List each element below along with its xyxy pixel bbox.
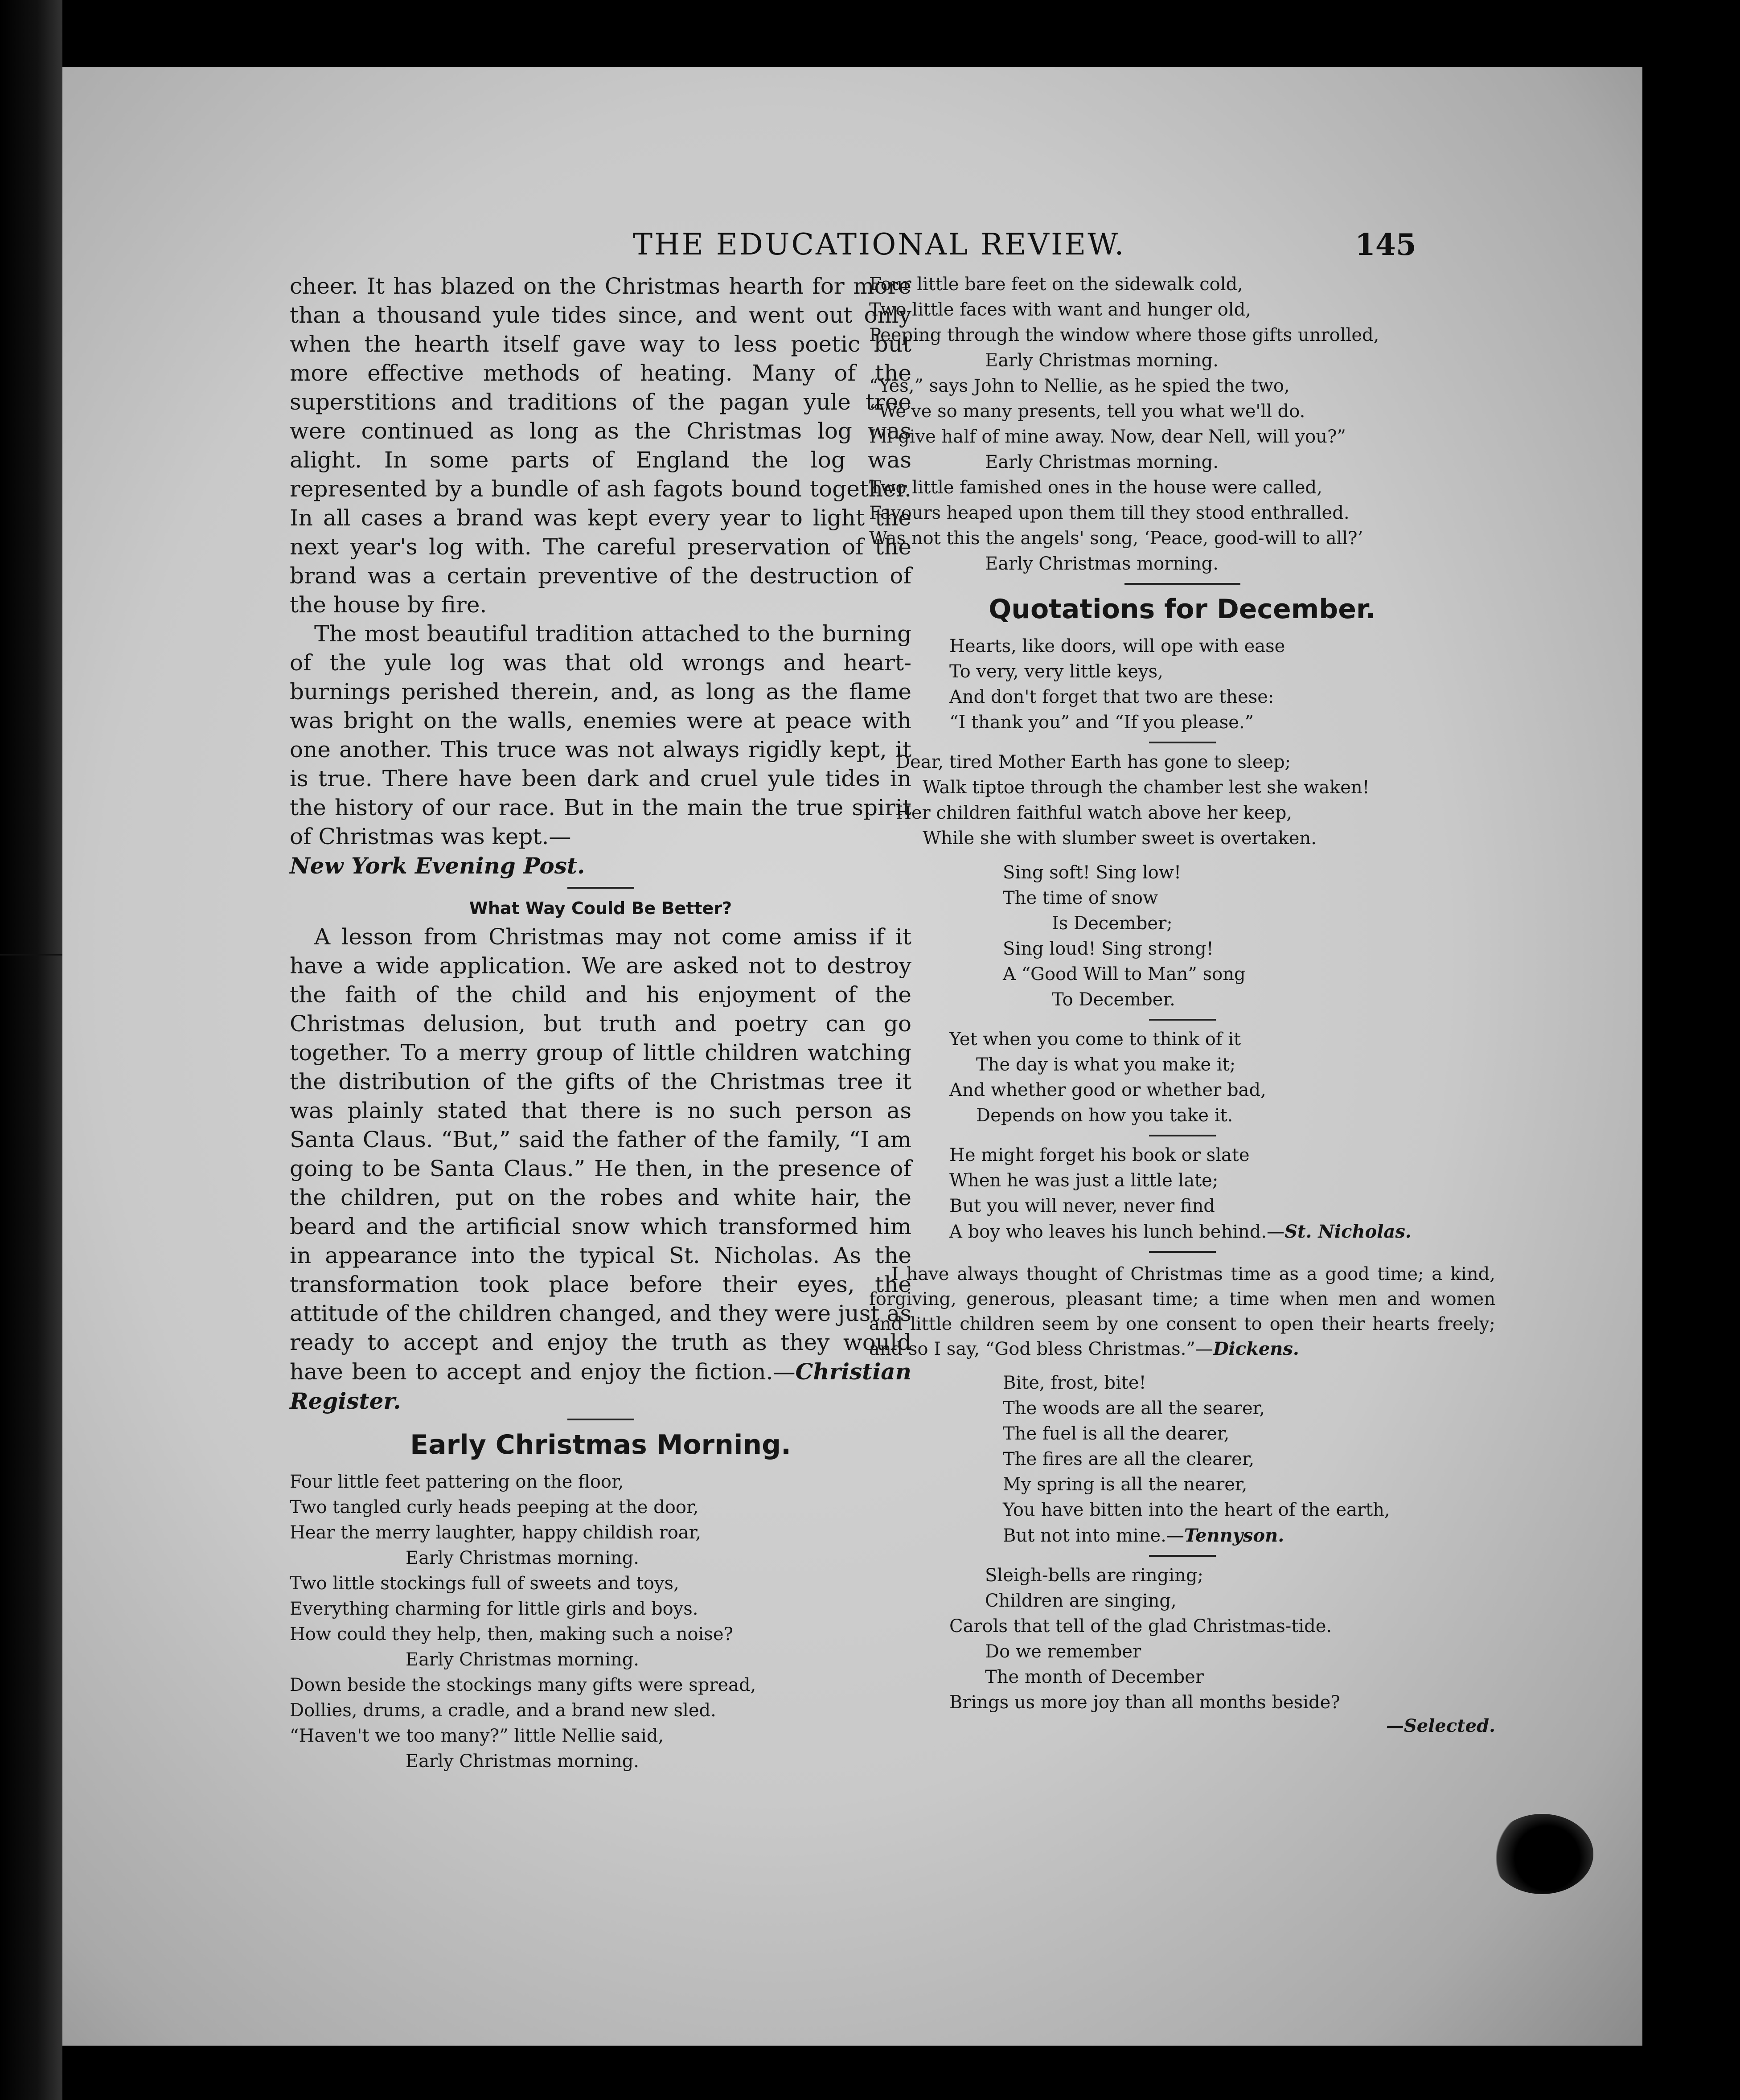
poem-line: “Yes,” says John to Nellie, as he spied the two, bbox=[869, 376, 1290, 396]
divider bbox=[1149, 1555, 1216, 1557]
quote-line: The time of snow bbox=[1003, 888, 1158, 908]
quote-line: Her children faithful watch above her keep, bbox=[896, 803, 1293, 823]
divider bbox=[1149, 1251, 1216, 1253]
divider bbox=[1124, 583, 1240, 585]
quote-line-text: A boy who leaves his lunch behind.— bbox=[949, 1222, 1285, 1242]
yule-article bbox=[290, 272, 911, 881]
dickens-quotation bbox=[869, 1262, 1495, 1362]
divider bbox=[1149, 1135, 1216, 1136]
divider bbox=[567, 887, 634, 889]
poem-refrain: Early Christmas morning. bbox=[406, 1751, 639, 1772]
poem-early-christmas-part-2 bbox=[869, 272, 1495, 577]
poem-refrain: Early Christmas morning. bbox=[406, 1649, 639, 1670]
dickens-text: I have always thought of Christmas time as a good time; a kind, forgiving, generous, pleasant time; a time when men and women and little children seem by one consent to open their hearts freely; and so I say, “God bless Christmas.”— bbox=[869, 1264, 1495, 1359]
quote-line: Hearts, like doors, will ope with ease bbox=[949, 636, 1285, 656]
quote-line: The fires are all the clearer, bbox=[1003, 1449, 1255, 1469]
quote-line: The woods are all the searer, bbox=[1003, 1398, 1265, 1419]
quote-line: “I thank you” and “If you please.” bbox=[949, 712, 1254, 733]
poem-line: Dollies, drums, a cradle, and a brand new sled. bbox=[290, 1700, 716, 1721]
quote-line: Brings us more joy than all months beside? bbox=[949, 1692, 1340, 1713]
quote-line: He might forget his book or slate bbox=[949, 1145, 1250, 1165]
quote-line: And whether good or whether bad, bbox=[949, 1080, 1266, 1100]
poem-refrain: Early Christmas morning. bbox=[985, 350, 1219, 371]
poem-line: “Haven't we too many?” little Nellie said, bbox=[290, 1726, 664, 1746]
poem-line: Two little famished ones in the house were called, bbox=[869, 477, 1322, 498]
divider bbox=[567, 1419, 634, 1420]
left-column bbox=[290, 272, 911, 1774]
quote-line: To very, very little keys, bbox=[949, 661, 1163, 682]
scan-shadow-left bbox=[0, 0, 62, 2100]
yule-paragraph: cheer. It has blazed on the Christmas hearth for more than a thousand yule tides since, and went out only when the hearth itself gave way to less poetic but more effective methods of heating. Many of the superstitions and traditions of the pagan yule tree were continued as long as the Christmas log was alight. In some parts of England the log was represented by a bundle of ash fagots bound together. In all cases a brand was kept every year to light the next year's log with. The careful preservation of the brand was a certain preventive of the destruction of the house by fire. bbox=[290, 273, 911, 618]
quote-line bbox=[1003, 1523, 1495, 1549]
poem-line: Two little faces with want and hunger old, bbox=[869, 299, 1251, 320]
dickens-attribution: Dickens. bbox=[1213, 1338, 1299, 1359]
quote-line: The day is what you make it; bbox=[976, 1054, 1236, 1075]
quote-line: When he was just a little late; bbox=[949, 1170, 1219, 1191]
yule-attribution: New York Evening Post. bbox=[290, 853, 585, 879]
quotation bbox=[869, 860, 1495, 1013]
quote-line: Carols that tell of the glad Christmas-tide. bbox=[949, 1616, 1332, 1637]
quote-line bbox=[949, 1219, 1495, 1245]
quote-line: Yet when you come to think of it bbox=[949, 1029, 1241, 1050]
quote-line: My spring is all the nearer, bbox=[1003, 1474, 1248, 1495]
divider bbox=[1149, 1019, 1216, 1021]
poem-refrain: Early Christmas morning. bbox=[985, 452, 1219, 472]
quote-line: Walk tiptoe through the chamber lest she waken! bbox=[923, 777, 1370, 798]
quote-line: Do we remember bbox=[985, 1641, 1141, 1662]
quote-line: The month of December bbox=[985, 1667, 1204, 1687]
poem-refrain: Early Christmas morning. bbox=[985, 554, 1219, 574]
right-column bbox=[869, 272, 1495, 1736]
quote-attribution: Tennyson. bbox=[1184, 1525, 1284, 1546]
page-number: 145 bbox=[1355, 227, 1416, 262]
poem-heading: Early Christmas Morning. bbox=[410, 1429, 791, 1460]
article-heading: What Way Could Be Better? bbox=[469, 898, 732, 918]
quote-line: Dear, tired Mother Earth has gone to sleep; bbox=[896, 752, 1291, 772]
poem-line: Two little stockings full of sweets and toys, bbox=[290, 1573, 679, 1594]
poem-line: How could they help, then, making such a noise? bbox=[290, 1624, 733, 1645]
quote-line: Is December; bbox=[1052, 913, 1173, 934]
quotation bbox=[869, 1563, 1495, 1715]
better-paragraph-text: A lesson from Christmas may not come amiss if it have a wide application. We are asked not to destroy the faith of the child and his enjoyment of the Christmas delusion, but truth and poetry can go together. To a merry group of little children watching the distribution of the gifts of the Christmas tree it was plainly stated that there is no such person as Santa Claus. “But,” said the father of the family, “I am going to be Santa Claus.” He then, in the presence of the children, put on the robes and white hair, the beard and the artificial snow which transformed him in appearance into the typical St. Nicholas. As the transformation took place before their eyes, the attitude of the children changed, and they were just as ready to accept and enjoy the truth as they would have been to accept and enjoy the fiction.— bbox=[290, 924, 911, 1385]
quote-line: You have bitten into the heart of the earth, bbox=[1003, 1500, 1390, 1520]
document-page bbox=[62, 67, 1642, 2046]
quote-line: The fuel is all the dearer, bbox=[1003, 1423, 1230, 1444]
yule-paragraph-text: The most beautiful tradition attached to the burning of the yule log was that old wrongs and heart-burnings perished therein, and, as long as the flame was bright on the walls, enemies were at peace with one another. This truce was not always rigidly kept, it is true. There have been dark and cruel yule tides in the history of our race. But in the main the true spirit of Christmas was kept.— bbox=[290, 621, 911, 849]
quotation bbox=[869, 1143, 1495, 1245]
better-article bbox=[290, 923, 911, 1416]
poem-line: Four little bare feet on the sidewalk cold, bbox=[869, 274, 1243, 295]
poem-line: Down beside the stockings many gifts were spread, bbox=[290, 1675, 756, 1695]
quote-line: Sing soft! Sing low! bbox=[1003, 862, 1182, 883]
quotations-heading: Quotations for December. bbox=[989, 594, 1376, 625]
poem-line: “We've so many presents, tell you what we'll do. bbox=[869, 401, 1305, 422]
quote-line: A “Good Will to Man” song bbox=[1003, 964, 1246, 984]
quote-line: While she with slumber sweet is overtaken. bbox=[923, 828, 1317, 849]
poem-line: Peeping through the window where those gifts unrolled, bbox=[869, 325, 1379, 345]
poem-line: Hear the merry laughter, happy childish roar, bbox=[290, 1522, 702, 1543]
quotation bbox=[869, 634, 1495, 735]
quotation bbox=[869, 1370, 1495, 1549]
poem-early-christmas-part-1 bbox=[290, 1469, 911, 1774]
better-paragraph bbox=[290, 923, 911, 1416]
quote-line-text: But not into mine.— bbox=[1003, 1526, 1184, 1546]
divider bbox=[1149, 742, 1216, 743]
poem-line: Was not this the angels' song, ‘Peace, good-will to all?’ bbox=[869, 528, 1363, 549]
yule-paragraph bbox=[290, 619, 911, 881]
quotation bbox=[869, 1027, 1495, 1128]
journal-title: THE EDUCATIONAL REVIEW. bbox=[633, 227, 1126, 262]
quote-line: To December. bbox=[1052, 989, 1175, 1010]
quote-attribution: —Selected. bbox=[1386, 1715, 1495, 1736]
quote-line: But you will never, never find bbox=[949, 1196, 1215, 1216]
poem-line: Everything charming for little girls and boys. bbox=[290, 1599, 698, 1619]
poem-refrain: Early Christmas morning. bbox=[406, 1548, 639, 1568]
quote-attribution: St. Nicholas. bbox=[1284, 1221, 1412, 1242]
better-attribution: Christian Register. bbox=[290, 1358, 911, 1414]
quote-line: Children are singing, bbox=[985, 1591, 1177, 1611]
poem-line: Four little feet pattering on the floor, bbox=[290, 1472, 624, 1492]
quote-line: And don't forget that two are these: bbox=[949, 687, 1274, 707]
poem-line: I'll give half of mine away. Now, dear Nell, will you?” bbox=[869, 427, 1346, 447]
quote-line: Sleigh-bells are ringing; bbox=[985, 1565, 1203, 1586]
quote-line: Bite, frost, bite! bbox=[1003, 1373, 1146, 1393]
quotation bbox=[869, 750, 1495, 851]
quote-line: Depends on how you take it. bbox=[976, 1105, 1233, 1126]
quote-line: Sing loud! Sing strong! bbox=[1003, 939, 1214, 959]
poem-line: Favours heaped upon them till they stood enthralled. bbox=[869, 503, 1350, 523]
poem-line: Two tangled curly heads peeping at the door, bbox=[290, 1497, 699, 1518]
ink-blot bbox=[1491, 1814, 1593, 1894]
